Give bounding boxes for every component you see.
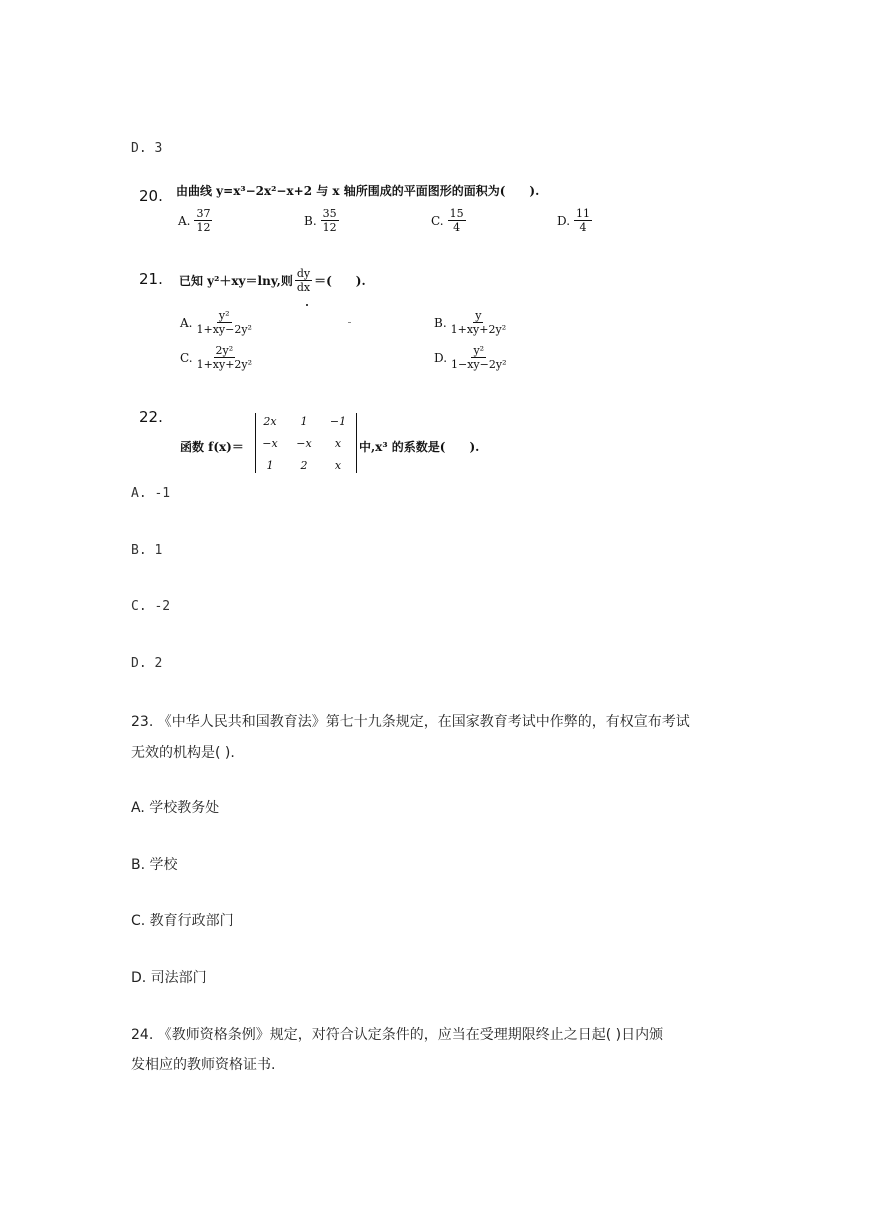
q21-option-b-letter: B. xyxy=(434,315,447,330)
q22-matrix-cell: −x xyxy=(296,437,312,450)
q23-option-d: D. 司法部门 xyxy=(131,970,207,986)
q21-option-b xyxy=(434,310,506,335)
q19-option-d: D. 3 xyxy=(131,141,163,156)
q22-option-a: A. -1 xyxy=(131,486,171,501)
q21-option-d xyxy=(434,345,507,370)
q22-matrix-cell: 1 xyxy=(300,415,308,428)
q22-matrix-cell: 1 xyxy=(266,459,274,472)
q20-option-c xyxy=(431,208,466,233)
q22-option-b: B. 1 xyxy=(131,543,163,558)
q20-option-a xyxy=(178,208,212,233)
q21-option-b-fraction: $\frac{y}{\text{1+xy+2y²}}$ xyxy=(450,309,507,336)
q21-option-c xyxy=(180,345,252,370)
q23-option-b: B. 学校 xyxy=(131,857,178,873)
q20-option-b-fraction: $\frac{35}{12}$ xyxy=(322,207,337,234)
q21-option-c-letter: C. xyxy=(180,350,193,365)
q21-option-a-letter: A. xyxy=(180,315,193,330)
q21-option-d-letter: D. xyxy=(434,350,448,365)
q22-matrix-cell: x xyxy=(334,437,342,450)
q23-stem-line1: 23. 《中华人民共和国教育法》第七十九条规定，在国家教育考试中作弊的，有权宣布考试 xyxy=(131,714,690,730)
q22-stem-post: 中,x³ 的系数是( ). xyxy=(359,440,480,454)
q24-stem-line1: 24. 《教师资格条例》规定，对符合认定条件的，应当在受理期限终止之日起( )日内颁 xyxy=(131,1027,664,1043)
q21-stem xyxy=(179,268,366,293)
q21-stem-pre: 已知 y²＋xy＝lny,则 xyxy=(179,274,293,288)
q21-option-d-fraction: $\frac{\text{y²}}{\text{1−xy−2y²}}$ xyxy=(451,344,507,371)
q20-option-b-letter: B. xyxy=(304,213,317,228)
q23-option-a: A. 学校教务处 xyxy=(131,800,220,816)
q22-matrix-cell: 2x xyxy=(263,415,277,428)
q20-number: 20. xyxy=(139,187,163,205)
q20-option-d-fraction: $\frac{11}{4}$ xyxy=(576,207,591,234)
q21-option-a xyxy=(180,310,252,335)
q20-option-c-fraction: $\frac{15}{4}$ xyxy=(449,207,464,234)
scan-speck xyxy=(348,322,351,323)
q21-stem-derivative: $\frac{dy}{dx}$ xyxy=(296,267,311,294)
q21-stem-post: ＝( ). xyxy=(314,274,366,288)
q22-matrix-cell: −x xyxy=(262,437,278,450)
q23-option-c: C. 教育行政部门 xyxy=(131,913,234,929)
q20-option-c-letter: C. xyxy=(431,213,444,228)
q20-option-d-letter: D. xyxy=(557,213,571,228)
q20-option-d xyxy=(557,208,592,233)
q22-matrix-cell: −1 xyxy=(329,415,347,428)
q20-option-a-letter: A. xyxy=(178,213,191,228)
q22-number: 22. xyxy=(139,408,163,426)
q21-number: 21. xyxy=(139,270,163,288)
q22-matrix-cell: 2 xyxy=(300,459,308,472)
q22-option-d: D. 2 xyxy=(131,656,163,671)
q21-option-c-fraction: $\frac{\text{2y²}}{\text{1+xy+2y²}}$ xyxy=(196,344,253,371)
q20-option-a-fraction: $\frac{37}{12}$ xyxy=(196,207,211,234)
q24-stem-line2: 发相应的教师资格证书. xyxy=(131,1057,276,1073)
scan-speck xyxy=(306,304,308,306)
q22-matrix-cell: x xyxy=(334,459,342,472)
q22-option-c: C. -2 xyxy=(131,599,171,614)
q20-stem: 由曲线 y=x³−2x²−x+2 与 x 轴所围成的平面图形的面积为( ). xyxy=(176,184,540,198)
q20-option-b xyxy=(304,208,339,233)
q21-option-a-fraction: $\frac{\text{y²}}{\text{1+xy−2y²}}$ xyxy=(196,309,252,336)
q23-stem-line2: 无效的机构是( ). xyxy=(131,745,235,761)
q22-stem-pre: 函数 f(x)＝ xyxy=(180,440,244,454)
